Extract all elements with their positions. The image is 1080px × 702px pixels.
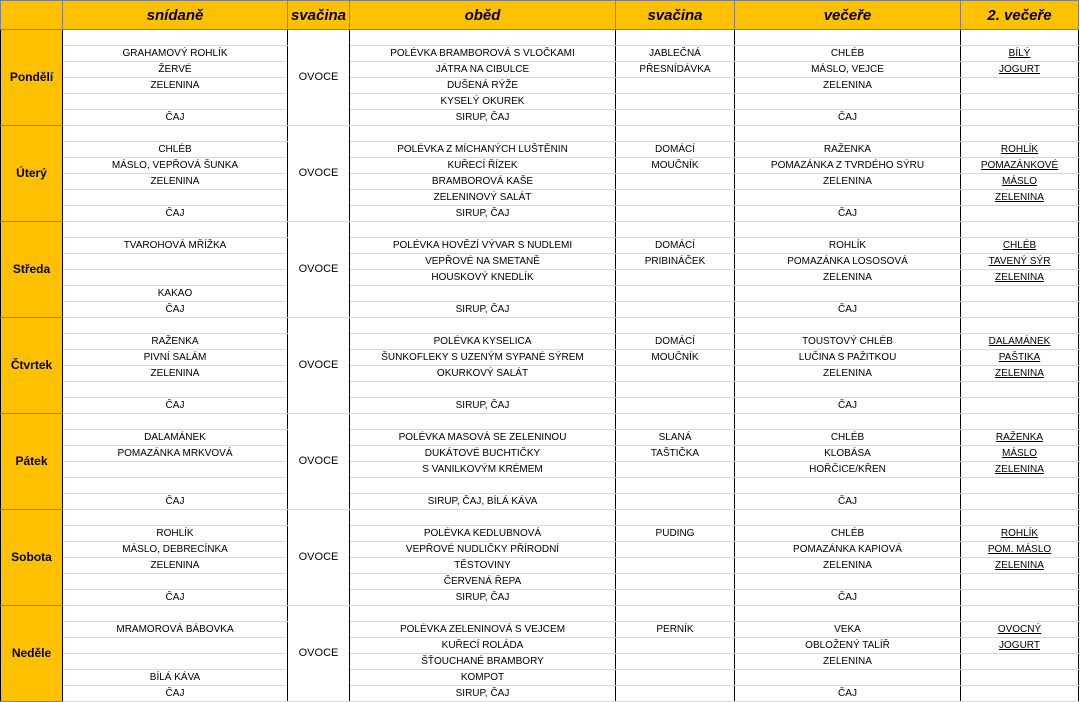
obed-cell: SIRUP, ČAJ <box>350 686 616 702</box>
druha-vecere-cell: RAŽENKA <box>961 430 1079 446</box>
table-row <box>1 30 1079 46</box>
svacina-1-cell: OVOCE <box>288 414 350 510</box>
svacina-2-cell: MOUČNÍK <box>616 158 735 174</box>
druha-vecere-cell <box>961 94 1079 110</box>
obed-cell: BRAMBOROVÁ KAŠE <box>350 174 616 190</box>
druha-vecere-cell: ROHLÍK <box>961 526 1079 542</box>
day-name: Pondělí <box>1 30 63 126</box>
druha-vecere-cell <box>961 574 1079 590</box>
vecere-cell: ČAJ <box>735 398 961 414</box>
snidane-cell <box>63 654 288 670</box>
snidane-cell <box>63 382 288 398</box>
snidane-cell: MRAMOROVÁ BÁBOVKA <box>63 622 288 638</box>
obed-cell <box>350 382 616 398</box>
obed-cell: DUKÁTOVÉ BUCHTIČKY <box>350 446 616 462</box>
svacina-2-cell <box>616 366 735 382</box>
vecere-cell <box>735 190 961 206</box>
svacina-2-cell <box>616 654 735 670</box>
obed-cell <box>350 222 616 238</box>
day-name: Úterý <box>1 126 63 222</box>
vecere-cell: CHLÉB <box>735 526 961 542</box>
obed-cell: ZELENINOVÝ SALÁT <box>350 190 616 206</box>
druha-vecere-cell <box>961 478 1079 494</box>
snidane-cell: ČAJ <box>63 110 288 126</box>
druha-vecere-cell <box>961 398 1079 414</box>
obed-cell <box>350 126 616 142</box>
druha-vecere-cell <box>961 206 1079 222</box>
table-row <box>1 318 1079 334</box>
snidane-cell: DALAMÁNEK <box>63 430 288 446</box>
druha-vecere-cell <box>961 494 1079 510</box>
svacina-2-cell <box>616 478 735 494</box>
snidane-cell <box>63 414 288 430</box>
svacina-2-cell: MOUČNÍK <box>616 350 735 366</box>
druha-vecere-cell: BÍLÝ <box>961 46 1079 62</box>
obed-cell: POLÉVKA Z MÍCHANÝCH LUŠTĚNIN <box>350 142 616 158</box>
svacina-2-cell <box>616 462 735 478</box>
vecere-cell <box>735 94 961 110</box>
table-row <box>1 510 1079 526</box>
obed-cell: S VANILKOVÝM KRÉMEM <box>350 462 616 478</box>
vecere-cell: ZELENINA <box>735 270 961 286</box>
druha-vecere-cell: JOGURT <box>961 62 1079 78</box>
snidane-cell <box>63 462 288 478</box>
svacina-2-cell <box>616 30 735 46</box>
snidane-cell <box>63 478 288 494</box>
snidane-cell <box>63 254 288 270</box>
druha-vecere-cell: JOGURT <box>961 638 1079 654</box>
table-row <box>1 670 1079 686</box>
druha-vecere-cell <box>961 686 1079 702</box>
table-row <box>1 366 1079 382</box>
snidane-cell: ŽERVÉ <box>63 62 288 78</box>
obed-cell: KYSELÝ OKUREK <box>350 94 616 110</box>
vecere-cell <box>735 222 961 238</box>
druha-vecere-cell: ZELENINA <box>961 190 1079 206</box>
vecere-cell: ZELENINA <box>735 654 961 670</box>
table-row <box>1 430 1079 446</box>
obed-cell <box>350 414 616 430</box>
vecere-cell: MÁSLO, VEJCE <box>735 62 961 78</box>
obed-cell <box>350 510 616 526</box>
vecere-cell: ZELENINA <box>735 78 961 94</box>
obed-cell <box>350 30 616 46</box>
snidane-cell: GRAHAMOVÝ ROHLÍK <box>63 46 288 62</box>
vecere-cell: ČAJ <box>735 110 961 126</box>
header-snidane: snídaně <box>63 1 288 30</box>
header-vecere: večeře <box>735 1 961 30</box>
druha-vecere-cell: DALAMÁNEK <box>961 334 1079 350</box>
druha-vecere-cell: ZELENINA <box>961 558 1079 574</box>
table-row <box>1 654 1079 670</box>
svacina-2-cell <box>616 286 735 302</box>
vecere-cell <box>735 286 961 302</box>
druha-vecere-cell <box>961 302 1079 318</box>
svacina-2-cell <box>616 174 735 190</box>
vecere-cell <box>735 382 961 398</box>
svacina-1-cell: OVOCE <box>288 606 350 702</box>
svacina-2-cell <box>616 78 735 94</box>
druha-vecere-cell <box>961 414 1079 430</box>
vecere-cell <box>735 318 961 334</box>
svacina-2-cell <box>616 494 735 510</box>
table-row <box>1 270 1079 286</box>
table-row <box>1 174 1079 190</box>
svacina-2-cell <box>616 574 735 590</box>
vecere-cell: TOUSTOVÝ CHLÉB <box>735 334 961 350</box>
svacina-2-cell <box>616 638 735 654</box>
snidane-cell <box>63 190 288 206</box>
vecere-cell: POMAZÁNKA Z TVRDÉHO SÝRU <box>735 158 961 174</box>
snidane-cell <box>63 606 288 622</box>
obed-cell: KUŘECÍ ROLÁDA <box>350 638 616 654</box>
snidane-cell: RAŽENKA <box>63 334 288 350</box>
snidane-cell: ČAJ <box>63 590 288 606</box>
snidane-cell: ZELENINA <box>63 174 288 190</box>
vecere-cell: ČAJ <box>735 206 961 222</box>
svacina-1-cell: OVOCE <box>288 126 350 222</box>
svacina-1-cell: OVOCE <box>288 318 350 414</box>
table-row <box>1 574 1079 590</box>
obed-cell <box>350 606 616 622</box>
meal-plan-body <box>1 30 1079 702</box>
obed-cell: POLÉVKA BRAMBOROVÁ S VLOČKAMI <box>350 46 616 62</box>
day-name: Pátek <box>1 414 63 510</box>
snidane-cell: ZELENINA <box>63 366 288 382</box>
snidane-cell: ROHLÍK <box>63 526 288 542</box>
vecere-cell <box>735 510 961 526</box>
druha-vecere-cell <box>961 30 1079 46</box>
obed-cell: POLÉVKA MASOVÁ SE ZELENINOU <box>350 430 616 446</box>
obed-cell: POLÉVKA ZELENINOVÁ S VEJCEM <box>350 622 616 638</box>
table-row <box>1 638 1079 654</box>
svacina-2-cell: PRIBINÁČEK <box>616 254 735 270</box>
snidane-cell: ČAJ <box>63 302 288 318</box>
druha-vecere-cell: POMAZÁNKOVÉ <box>961 158 1079 174</box>
snidane-cell: ZELENINA <box>63 78 288 94</box>
vecere-cell: ZELENINA <box>735 174 961 190</box>
svacina-2-cell <box>616 302 735 318</box>
snidane-cell: ČAJ <box>63 398 288 414</box>
druha-vecere-cell <box>961 222 1079 238</box>
table-row <box>1 110 1079 126</box>
header-row <box>1 1 1079 30</box>
snidane-cell <box>63 638 288 654</box>
druha-vecere-cell <box>961 654 1079 670</box>
vecere-cell: ČAJ <box>735 494 961 510</box>
vecere-cell: CHLÉB <box>735 430 961 446</box>
druha-vecere-cell <box>961 78 1079 94</box>
druha-vecere-cell <box>961 286 1079 302</box>
obed-cell: POLÉVKA HOVĚZÍ VÝVAR S NUDLEMI <box>350 238 616 254</box>
table-row <box>1 622 1079 638</box>
svacina-2-cell <box>616 190 735 206</box>
vecere-cell <box>735 126 961 142</box>
table-row <box>1 142 1079 158</box>
table-row <box>1 462 1079 478</box>
vecere-cell: HOŘČICE/KŘEN <box>735 462 961 478</box>
svacina-2-cell <box>616 414 735 430</box>
vecere-cell: ČAJ <box>735 590 961 606</box>
obed-cell: SIRUP, ČAJ <box>350 590 616 606</box>
snidane-cell: ČAJ <box>63 206 288 222</box>
snidane-cell: KAKAO <box>63 286 288 302</box>
vecere-cell <box>735 606 961 622</box>
obed-cell: ČERVENÁ ŘEPA <box>350 574 616 590</box>
svacina-2-cell <box>616 670 735 686</box>
table-row <box>1 78 1079 94</box>
snidane-cell <box>63 222 288 238</box>
header-druha-vecere: 2. večeře <box>961 1 1079 30</box>
table-row <box>1 286 1079 302</box>
druha-vecere-cell: ZELENINA <box>961 366 1079 382</box>
druha-vecere-cell: POM. MÁSLO <box>961 542 1079 558</box>
svacina-2-cell <box>616 542 735 558</box>
vecere-cell <box>735 574 961 590</box>
snidane-cell: ZELENINA <box>63 558 288 574</box>
druha-vecere-cell <box>961 590 1079 606</box>
table-row <box>1 590 1079 606</box>
svacina-2-cell <box>616 686 735 702</box>
druha-vecere-cell: ZELENINA <box>961 462 1079 478</box>
druha-vecere-cell: OVOCNÝ <box>961 622 1079 638</box>
obed-cell: SIRUP, ČAJ, BÍLÁ KÁVA <box>350 494 616 510</box>
obed-cell: HOUSKOVÝ KNEDLÍK <box>350 270 616 286</box>
vecere-cell: RAŽENKA <box>735 142 961 158</box>
obed-cell: TĚSTOVINY <box>350 558 616 574</box>
table-row <box>1 158 1079 174</box>
obed-cell: OKURKOVÝ SALÁT <box>350 366 616 382</box>
obed-cell: VEPŘOVÉ NA SMETANĚ <box>350 254 616 270</box>
vecere-cell: ZELENINA <box>735 366 961 382</box>
table-row <box>1 526 1079 542</box>
snidane-cell <box>63 574 288 590</box>
table-row <box>1 494 1079 510</box>
druha-vecere-cell <box>961 110 1079 126</box>
svacina-2-cell <box>616 558 735 574</box>
vecere-cell: CHLÉB <box>735 46 961 62</box>
snidane-cell <box>63 94 288 110</box>
vecere-cell: LUČINA S PAŽITKOU <box>735 350 961 366</box>
druha-vecere-cell: MÁSLO <box>961 446 1079 462</box>
table-row <box>1 126 1079 142</box>
table-row <box>1 446 1079 462</box>
table-row <box>1 350 1079 366</box>
table-row <box>1 222 1079 238</box>
svacina-2-cell <box>616 206 735 222</box>
svacina-2-cell: DOMÁCÍ <box>616 334 735 350</box>
vecere-cell: ZELENINA <box>735 558 961 574</box>
day-name: Sobota <box>1 510 63 606</box>
druha-vecere-cell: CHLÉB <box>961 238 1079 254</box>
svacina-2-cell <box>616 382 735 398</box>
obed-cell <box>350 286 616 302</box>
table-row <box>1 302 1079 318</box>
svacina-2-cell: JABLEČNÁ <box>616 46 735 62</box>
snidane-cell: POMAZÁNKA MRKVOVÁ <box>63 446 288 462</box>
obed-cell: VEPŘOVÉ NUDLIČKY PŘÍRODNÍ <box>350 542 616 558</box>
vecere-cell: ČAJ <box>735 302 961 318</box>
vecere-cell <box>735 414 961 430</box>
svacina-2-cell: PERNÍK <box>616 622 735 638</box>
header-corner <box>1 1 63 30</box>
vecere-cell: POMAZÁNKA LOSOSOVÁ <box>735 254 961 270</box>
table-row <box>1 254 1079 270</box>
svacina-1-cell: OVOCE <box>288 222 350 318</box>
table-row <box>1 94 1079 110</box>
svacina-2-cell: TAŠTIČKA <box>616 446 735 462</box>
druha-vecere-cell: ROHLÍK <box>961 142 1079 158</box>
day-name: Středa <box>1 222 63 318</box>
svacina-2-cell <box>616 126 735 142</box>
snidane-cell: MÁSLO, DEBRECÍNKA <box>63 542 288 558</box>
svacina-2-cell: DOMÁCÍ <box>616 142 735 158</box>
table-row <box>1 686 1079 702</box>
table-row <box>1 334 1079 350</box>
vecere-cell: POMAZÁNKA KAPIOVÁ <box>735 542 961 558</box>
svacina-2-cell: DOMÁCÍ <box>616 238 735 254</box>
obed-cell: SIRUP, ČAJ <box>350 206 616 222</box>
snidane-cell <box>63 30 288 46</box>
obed-cell: JÁTRA NA CIBULCE <box>350 62 616 78</box>
druha-vecere-cell <box>961 318 1079 334</box>
vecere-cell <box>735 670 961 686</box>
vecere-cell <box>735 30 961 46</box>
obed-cell: KOMPOT <box>350 670 616 686</box>
druha-vecere-cell <box>961 126 1079 142</box>
table-row <box>1 62 1079 78</box>
table-row <box>1 558 1079 574</box>
druha-vecere-cell: TAVENÝ SÝR <box>961 254 1079 270</box>
snidane-cell <box>63 510 288 526</box>
druha-vecere-cell <box>961 382 1079 398</box>
obed-cell: SIRUP, ČAJ <box>350 398 616 414</box>
vecere-cell: OBLOŽENÝ TALÍŘ <box>735 638 961 654</box>
svacina-2-cell <box>616 222 735 238</box>
obed-cell: SIRUP, ČAJ <box>350 110 616 126</box>
day-name: Čtvrtek <box>1 318 63 414</box>
druha-vecere-cell <box>961 670 1079 686</box>
svacina-2-cell <box>616 606 735 622</box>
table-row <box>1 382 1079 398</box>
svacina-2-cell <box>616 510 735 526</box>
snidane-cell <box>63 126 288 142</box>
table-row <box>1 206 1079 222</box>
svacina-2-cell: PUDING <box>616 526 735 542</box>
obed-cell: DUŠENÁ RÝŽE <box>350 78 616 94</box>
table-row <box>1 478 1079 494</box>
snidane-cell: BÍLÁ KÁVA <box>63 670 288 686</box>
obed-cell: SIRUP, ČAJ <box>350 302 616 318</box>
svacina-2-cell <box>616 398 735 414</box>
svacina-2-cell <box>616 590 735 606</box>
druha-vecere-cell: PAŠTIKA <box>961 350 1079 366</box>
snidane-cell: PIVNÍ SALÁM <box>63 350 288 366</box>
druha-vecere-cell <box>961 606 1079 622</box>
snidane-cell <box>63 318 288 334</box>
snidane-cell: CHLÉB <box>63 142 288 158</box>
vecere-cell: KLOBÁSA <box>735 446 961 462</box>
obed-cell: POLÉVKA KYSELICA <box>350 334 616 350</box>
header-obed: oběd <box>350 1 616 30</box>
svacina-2-cell <box>616 94 735 110</box>
svacina-2-cell: SLANÁ <box>616 430 735 446</box>
svacina-2-cell: PŘESNÍDÁVKA <box>616 62 735 78</box>
snidane-cell: ČAJ <box>63 686 288 702</box>
table-row <box>1 542 1079 558</box>
day-name: Neděle <box>1 606 63 702</box>
vecere-cell: VEKA <box>735 622 961 638</box>
obed-cell <box>350 478 616 494</box>
svacina-2-cell <box>616 270 735 286</box>
druha-vecere-cell: ZELENINA <box>961 270 1079 286</box>
vecere-cell: ČAJ <box>735 686 961 702</box>
svacina-1-cell: OVOCE <box>288 510 350 606</box>
obed-cell: KUŘECÍ ŘÍZEK <box>350 158 616 174</box>
table-row <box>1 238 1079 254</box>
snidane-cell: TVAROHOVÁ MŘÍŽKA <box>63 238 288 254</box>
header-svacina-1: svačina <box>288 1 350 30</box>
svacina-2-cell <box>616 318 735 334</box>
obed-cell: ŠŤOUCHANÉ BRAMBORY <box>350 654 616 670</box>
obed-cell: ŠUNKOFLEKY S UZENÝM SYPANÉ SÝREM <box>350 350 616 366</box>
table-row <box>1 190 1079 206</box>
snidane-cell: MÁSLO, VEPŘOVÁ ŠUNKA <box>63 158 288 174</box>
svacina-2-cell <box>616 110 735 126</box>
obed-cell: POLÉVKA KEDLUBNOVÁ <box>350 526 616 542</box>
vecere-cell <box>735 478 961 494</box>
table-row <box>1 46 1079 62</box>
druha-vecere-cell: MÁSLO <box>961 174 1079 190</box>
svacina-1-cell: OVOCE <box>288 30 350 126</box>
snidane-cell <box>63 270 288 286</box>
table-row <box>1 606 1079 622</box>
table-row <box>1 414 1079 430</box>
druha-vecere-cell <box>961 510 1079 526</box>
snidane-cell: ČAJ <box>63 494 288 510</box>
header-svacina-2: svačina <box>616 1 735 30</box>
table-row <box>1 398 1079 414</box>
vecere-cell: ROHLÍK <box>735 238 961 254</box>
obed-cell <box>350 318 616 334</box>
